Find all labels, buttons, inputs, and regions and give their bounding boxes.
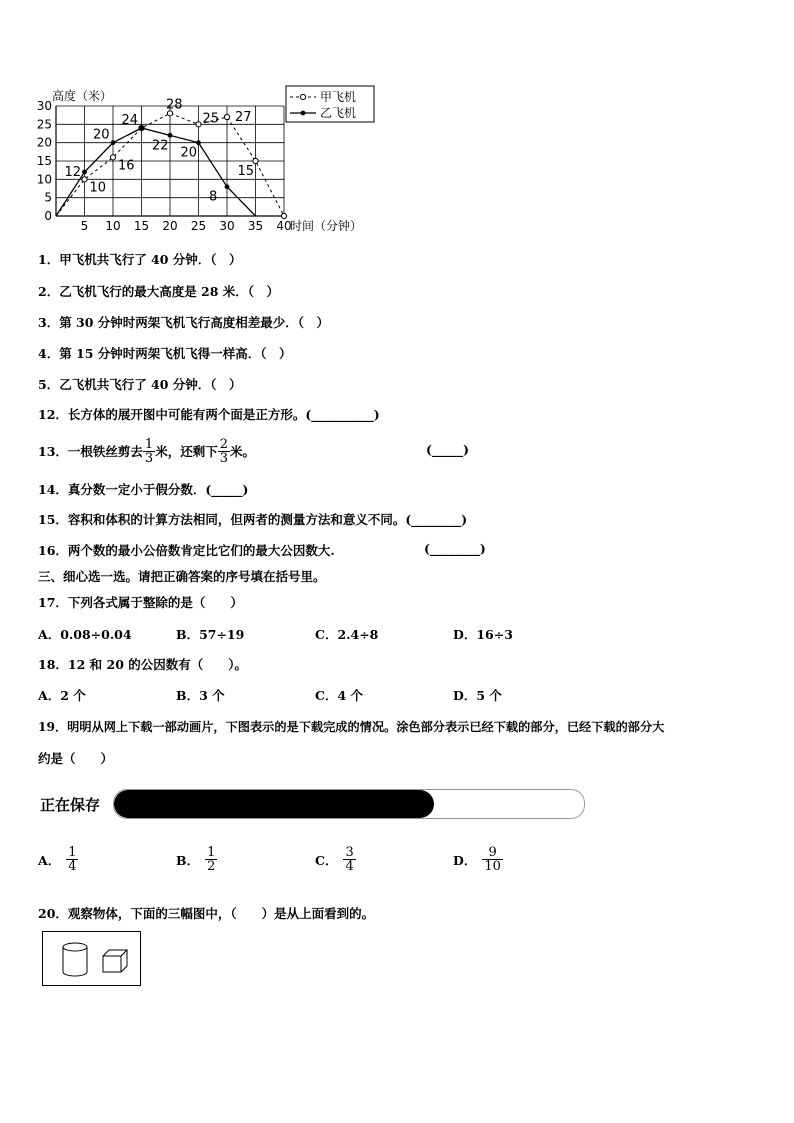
fraction-numerator: 1 (207, 845, 216, 860)
y-tick-label: 15 (36, 154, 52, 168)
progress-label: 正在保存 (40, 796, 101, 814)
question-1: 1．甲飞机共飞行了 40 分钟．（ ） (38, 252, 242, 267)
x-tick-label: 35 (247, 219, 264, 233)
y-tick-label: 25 (36, 117, 52, 132)
objects-svg (43, 932, 140, 985)
y-axis-label: 高度（米） (52, 89, 113, 103)
series-point-jia (253, 158, 258, 163)
x-tick-label: 25 (190, 219, 207, 233)
data-label: 20 (93, 127, 110, 143)
series-point-jia (196, 122, 201, 127)
fraction-denominator: 10 (484, 859, 501, 874)
option-fraction (343, 846, 355, 873)
fraction-two-thirds (218, 438, 230, 465)
q19-option-a (38, 846, 78, 873)
cylinder-icon (63, 943, 87, 976)
progress-track (113, 789, 585, 819)
legend-marker-yi (301, 111, 306, 116)
x-tick-label: 5 (80, 219, 89, 233)
q18-option-c: C．4 个 (315, 688, 363, 703)
question-16: 16．两个数的最小公倍数肯定比它们的最大公因数大. (38, 543, 335, 558)
fraction-numerator: 9 (482, 846, 503, 860)
question-17: 17．下列各式属于整除的是（ ） (38, 595, 243, 610)
series-point-yi (139, 126, 144, 131)
option-fraction (205, 846, 217, 873)
data-label: 16 (118, 158, 135, 174)
fraction-denominator: 4 (345, 859, 354, 874)
q17-option-d: D．16÷3 (453, 627, 513, 642)
question-5: 5．乙飞机共飞行了 40 分钟．（ ） (38, 377, 242, 392)
x-tick-label: 15 (133, 219, 150, 233)
question-19-line-1: 19．明明从网上下载一部动画片，下图表示的是下载完成的情况。涂色部分表示已经下载的部分，已经下载的部分大 (38, 720, 665, 734)
q17-option-b: B．57÷19 (176, 627, 245, 642)
y-tick-label: 10 (36, 172, 52, 187)
data-label: 10 (89, 180, 107, 196)
option-fraction (66, 846, 78, 873)
question-13-part-a: 13．一根铁丝剪去 (38, 444, 143, 459)
fraction-numerator: 1 (144, 436, 154, 452)
fraction-one-third (143, 438, 155, 465)
fraction-denominator: 2 (207, 859, 216, 874)
question-4: 4．第 15 分钟时两架飞机飞得一样高．（ ） (38, 346, 292, 361)
fraction-numerator: 2 (219, 436, 228, 452)
q19-option-c (315, 846, 356, 873)
y-tick-label: 20 (36, 135, 52, 150)
data-label: 24 (121, 113, 139, 128)
series-point-jia (110, 155, 115, 160)
x-tick-label: 30 (219, 219, 235, 233)
q18-option-a: A．2 个 (38, 688, 86, 703)
fraction-denominator: 3 (144, 450, 154, 466)
q19-option-d (453, 846, 503, 873)
y-tick-label: 30 (36, 99, 52, 113)
data-label: 12 (64, 165, 82, 180)
series-point-jia (224, 114, 229, 119)
data-label: 20 (180, 145, 198, 161)
objects-figure (42, 931, 141, 986)
question-16-blank: (________) (424, 541, 486, 556)
q18-option-d: D．5 个 (453, 688, 502, 703)
x-axis-label: 时间（分钟） (290, 219, 363, 233)
x-tick-label: 40 (276, 219, 292, 233)
x-tick-label: 10 (105, 219, 121, 233)
fraction-numerator: 1 (68, 845, 77, 860)
option-letter: C． (315, 852, 338, 868)
section-3-heading: 三、细心选一选。请把正确答案的序号填在括号里。 (38, 569, 326, 584)
q18-option-b: B．3 个 (176, 688, 225, 703)
chart-svg (30, 84, 390, 239)
question-14: 14．真分数一定小于假分数．(_____) (38, 482, 249, 497)
data-label: 25 (202, 111, 220, 127)
question-3: 3．第 30 分钟时两架飞机飞行高度相差最少．（ ） (38, 315, 330, 330)
option-letter: D． (453, 852, 477, 868)
y-tick-label: 5 (44, 190, 52, 205)
fraction-denominator: 3 (219, 450, 228, 466)
question-18: 18．12 和 20 的公因数有（ ）。 (38, 657, 247, 672)
question-13-part-b: 米，还剩下 (155, 444, 218, 459)
q17-option-a: A．0.08÷0.04 (38, 627, 132, 642)
legend-label-yi: 乙飞机 (320, 106, 357, 120)
data-label: 28 (166, 97, 183, 113)
y-tick-label: 0 (44, 209, 52, 223)
question-19-line-2: 约是（ ） (38, 751, 114, 766)
series-point-jia (82, 177, 87, 182)
legend-label-jia: 甲飞机 (320, 90, 357, 104)
series-point-jia (281, 213, 286, 218)
option-fraction (482, 846, 503, 873)
q19-option-b (176, 846, 217, 873)
data-label: 15 (237, 164, 255, 179)
q17-option-c: C．2.4÷8 (315, 627, 379, 642)
x-tick-label: 20 (162, 219, 178, 233)
progress-fill (114, 790, 434, 818)
question-13 (38, 432, 255, 470)
option-letter: B． (176, 852, 200, 868)
cube-icon (103, 950, 127, 972)
line-chart (30, 84, 390, 239)
data-label: 22 (152, 138, 169, 154)
series-point-yi (196, 140, 201, 145)
fraction-numerator: 3 (345, 845, 354, 860)
legend-marker-jia (300, 94, 305, 99)
question-2: 2．乙飞机飞行的最大高度是 28 米．（ ） (38, 284, 280, 299)
series-point-yi (111, 140, 116, 145)
series-point-yi (168, 133, 173, 138)
question-15: 15．容积和体积的计算方法相同，但两者的测量方法和意义不同。(________) (38, 512, 468, 527)
series-point-yi (82, 170, 87, 175)
data-label: 8 (209, 189, 218, 205)
option-letter: A． (38, 852, 61, 868)
question-13-blank: (_____) (426, 442, 470, 457)
data-label: 27 (235, 110, 252, 125)
question-12: 12．长方体的展开图中可能有两个面是正方形。(__________) (38, 407, 380, 422)
fraction-denominator: 4 (68, 859, 77, 874)
series-point-yi (225, 184, 230, 189)
question-13-part-c: 米。 (229, 444, 255, 459)
question-20: 20．观察物体，下面的三幅图中，（ ）是从上面看到的。 (38, 906, 375, 921)
